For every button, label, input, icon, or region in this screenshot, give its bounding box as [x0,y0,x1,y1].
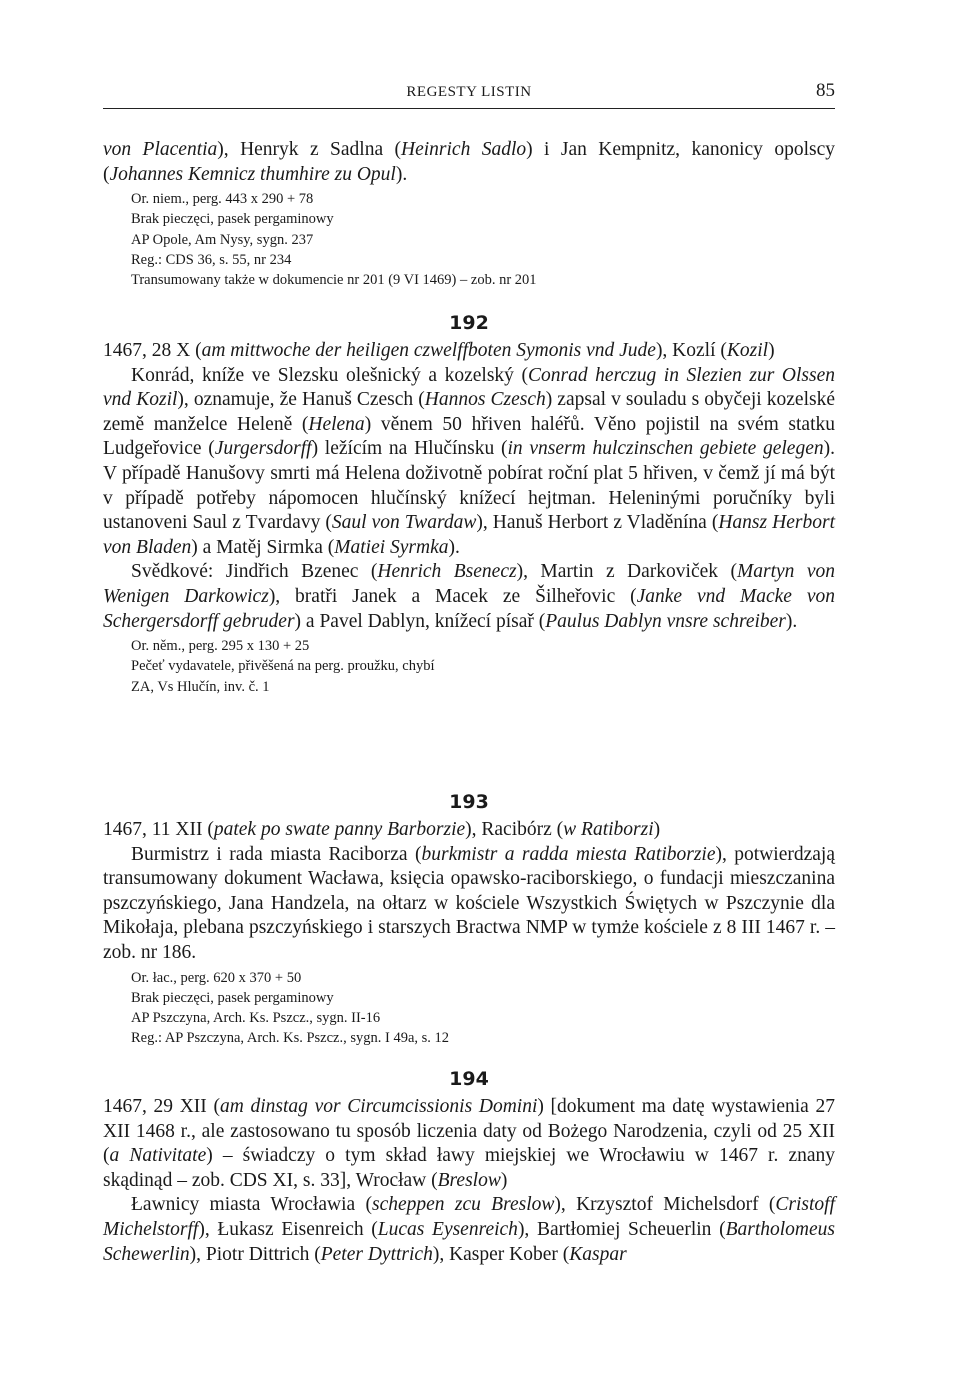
running-head: REGESTY LISTIN [406,84,532,100]
entry-192 [103,311,835,697]
entry-notes [131,636,835,697]
entry-dating: 1467, 28 X (am mittwoche der heiligen czwelffboten Symonis vnd Jude), Kozlí (Kozil) [103,340,775,361]
note-line: Or. łac., perg. 620 x 370 + 50 [131,969,302,986]
note-line: Or. niem., perg. 443 x 290 + 78 [131,191,314,208]
entry-194 [103,1067,835,1267]
note-line: Transumowany także w dokumencie nr 201 (9 VI 1469) – zob. nr 201 [131,272,537,289]
note-line: Or. něm., perg. 295 x 130 + 25 [131,638,310,655]
page-number: 85 [816,80,835,101]
entry-notes [131,968,835,1049]
note-line: Pečeť vydavatele, přivěšená na perg. proužku, chybí [131,658,435,675]
entry-paragraph: Svědkové: Jindřich Bzenec (Henrich Bsenecz), Martin z Darkoviček (Martyn von Wenigen Darkowicz), bratři Janek a Macek ze Šilheřovic (Janke vnd Macke von Schergersdorff gebruder) a Pavel Dablyn, knížecí písař (Paulus Dablyn vnsre schreiber). [103,561,836,632]
note-line: AP Opole, Am Nysy, sygn. 237 [131,231,314,248]
intro-text: von Placentia), Henryk z Sadlna (Heinrich Sadlo) i Jan Kempnitz, kanonicy opolscy (Johannes Kemnicz thumhire zu Opul). [103,139,835,185]
entry-number: 192 [449,312,489,334]
note-line: AP Pszczyna, Arch. Ks. Pszcz., sygn. II-16 [131,1010,381,1027]
page-header [103,80,835,109]
entry-193 [103,790,835,1049]
note-line: Brak pieczęci, pasek pergaminowy [131,989,334,1006]
note-line: Reg.: CDS 36, s. 55, nr 234 [131,252,292,269]
note-line: Brak pieczęci, pasek pergaminowy [131,211,334,228]
entry-dating: 1467, 29 XII (am dinstag vor Circumcissionis Domini) [dokument ma datę wystawienia 27 XII 1468 r., ale zastosowano tu sposób liczenia daty od Bożego Narodzenia, czyli od 25 XII (a Nativitate) – świadczy o tym skład ławy miejskiej we Wrocławiu w 1467 r. znany skądinąd – zob. CDS XI, s. 33], Wrocław (Breslow) [103,1096,835,1191]
intro-block [103,138,835,291]
entry-number: 194 [449,1068,489,1090]
entry-dating: 1467, 11 XII (patek po swate panny Barborzie), Racibórz (w Ratiborzi) [103,819,661,840]
note-line: ZA, Vs Hlučín, inv. č. 1 [131,678,270,695]
entry-paragraph: Konrád, kníže ve Slezsku olešnický a kozelský (Conrad herczug in Slezien zur Olssen vnd Kozil), oznamuje, že Hanuš Czesch (Hannos Czesch) zapsal v souladu s obyčeji kozelské země manželce Heleně (Helena) věnem 50 hřiven haléřů. Věno pojistil na svém statku Ludgeřovice (Jurgersdorff) ležícím na Hlučínsku (in vnserm hulczinschen gebiete gelegen). V případě Hanušovy smrti má Helena doživotně pobírat roční plat 5 hřiven, v čemž jí má být v případě potřeby nápomocen hlučínský knížecí hejtman. Heleninými poručníky byli ustanoveni Saul z Tvardavy (Saul von Twardaw), Hanuš Herbort z Vladěnína (Hansz Herbort von Bladen) a Matěj Sirmka (Matiei Syrmka). [103,364,836,558]
entry-number: 193 [449,791,489,813]
entry-paragraph: Burmistrz i rada miasta Raciborza (burkmistr a radda miesta Ratiborzie), potwierdzają transumowany dokument Wacława, księcia opawsko-raciborskiego, o fundacji mieszczanina pszczyńskiego, Jana Handzela, na ołtarz w kościele Wszystkich Świętych w Pszczynie dla Mikołaja, plebana pszczyńskiego i starszych Bractwa NMP w tymże kościele z 8 III 1467 r. – zob. nr 186. [103,843,835,963]
intro-notes [131,189,835,290]
entry-paragraph: Ławnicy miasta Wrocławia (scheppen zcu Breslow), Krzysztof Michelsdorf (Cristoff Michelstorff), Łukasz Eisenreich (Lucas Eysenreich), Bartłomiej Scheuerlin (Bartholomeus Schewerlin), Piotr Dittrich (Peter Dyttrich), Kasper Kober (Kaspar [103,1194,836,1265]
note-line: Reg.: AP Pszczyna, Arch. Ks. Pszcz., sygn. I 49a, s. 12 [131,1030,450,1047]
